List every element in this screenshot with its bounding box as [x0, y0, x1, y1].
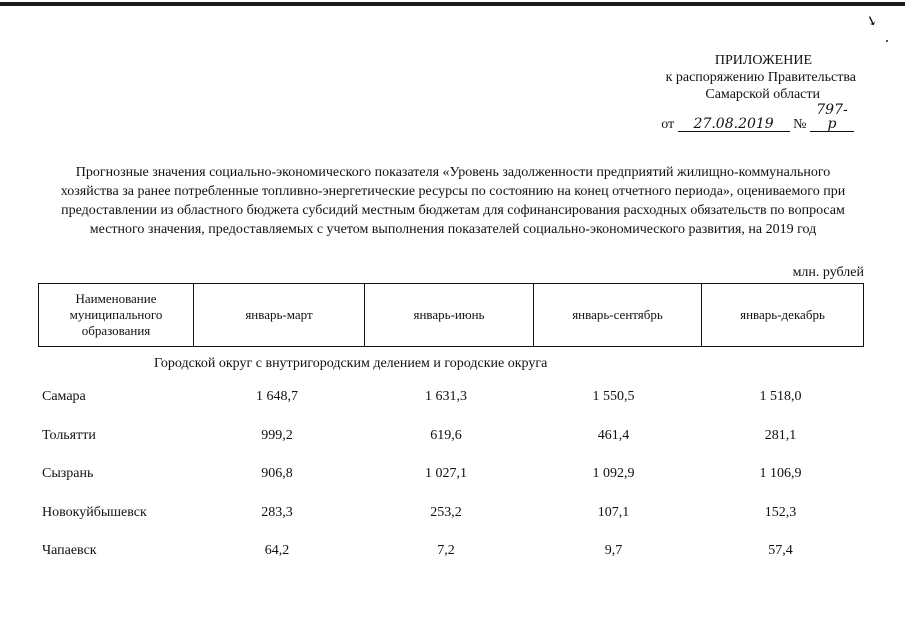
- appendix-block: [560, 52, 856, 133]
- section-heading: Городской округ с внутригородским делением и городские округа: [154, 356, 548, 371]
- header-municipality: Наименование муниципального образования: [69, 291, 163, 338]
- cell-municipality: Чапаевск: [42, 543, 97, 559]
- cell-municipality: Тольятти: [42, 427, 96, 443]
- cell-jan-sep: 461,4: [597, 427, 630, 443]
- cell-jan-dec: 281,1: [764, 427, 797, 443]
- header-jan-mar: январь-март: [193, 284, 364, 346]
- cell-jan-mar: 283,3: [261, 504, 293, 520]
- cell-municipality: Сызрань: [42, 466, 94, 482]
- appendix-line-region: Самарской области: [705, 87, 820, 102]
- cell-municipality: Новокуйбышевск: [42, 504, 147, 520]
- number-prefix: №: [793, 117, 807, 132]
- handwritten-number: 797-р: [810, 103, 854, 132]
- appendix-date-line: [560, 103, 856, 133]
- document-title: Прогнозные значения социально-экономического показателя «Уровень задолженности предприятий жилищно-коммунального хозяйства за ранее потребленные топливно-энергетические ресурсы по состоянию на конец отчетного периода», оцениваемого при предоставлении из областного бюджета субсидий местным бюджетам для софинансирования расходных обязательств по вопросам местного значения, предоставляемых с учетом выполнения показателей социально-экономического развития, на 2019 год: [60, 165, 846, 237]
- cell-jan-jun: 1 631,3: [425, 389, 467, 405]
- header-jan-dec: январь-декабрь: [701, 284, 863, 346]
- table-row: [38, 494, 864, 533]
- header-jan-jun: январь-июнь: [364, 284, 533, 346]
- table-row: [38, 378, 864, 417]
- unit-label: млн. рублей: [792, 265, 864, 280]
- cell-jan-mar: 906,8: [261, 466, 293, 482]
- top-border-line: [0, 2, 905, 6]
- date-prefix: от: [661, 117, 675, 132]
- appendix-line-decree: к распоряжению Правительства: [665, 70, 856, 85]
- cell-jan-mar: 1 648,7: [256, 389, 298, 405]
- table-header: [38, 283, 864, 347]
- table-body: [38, 378, 864, 571]
- appendix-heading: ПРИЛОЖЕНИЕ: [714, 53, 812, 68]
- cell-jan-sep: 107,1: [597, 504, 630, 520]
- handwritten-date: 27.08.2019: [678, 117, 790, 132]
- header-jan-sep: январь-сентябрь: [533, 284, 701, 346]
- table-row: [38, 417, 864, 456]
- cell-jan-dec: 1 106,9: [759, 466, 802, 482]
- cell-jan-jun: 7,2: [437, 543, 455, 559]
- cell-jan-dec: 152,3: [764, 504, 797, 520]
- cell-municipality: Самара: [42, 389, 86, 405]
- cell-jan-sep: 1 550,5: [592, 389, 635, 405]
- cell-jan-jun: 619,6: [430, 427, 462, 443]
- cell-jan-dec: 57,4: [768, 543, 793, 559]
- scan-artifact-dot: [886, 40, 888, 42]
- table-row: [38, 455, 864, 494]
- scan-artifact-mark: ↘: [863, 11, 880, 30]
- cell-jan-jun: 253,2: [430, 504, 462, 520]
- cell-jan-mar: 64,2: [264, 543, 290, 559]
- cell-jan-jun: 1 027,1: [425, 466, 467, 482]
- cell-jan-sep: 1 092,9: [592, 466, 635, 482]
- cell-jan-dec: 1 518,0: [759, 389, 802, 405]
- cell-jan-sep: 9,7: [604, 543, 623, 559]
- table-row: [38, 532, 864, 571]
- cell-jan-mar: 999,2: [261, 427, 293, 443]
